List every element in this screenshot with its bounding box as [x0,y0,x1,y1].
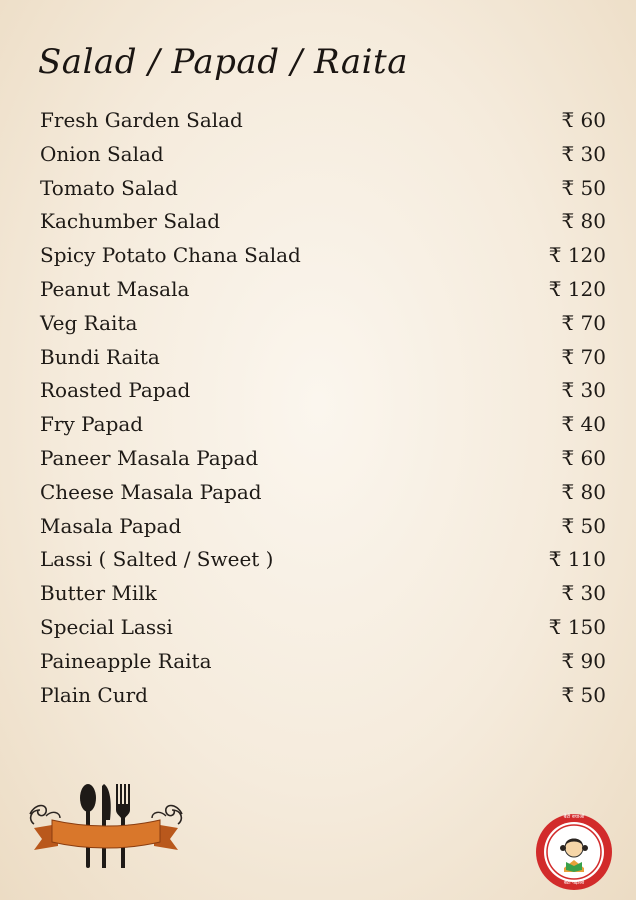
menu-item [40,510,606,544]
menu-item-price: ₹ 60 [561,445,606,470]
menu-item [40,408,606,442]
menu-item [40,679,606,713]
menu-item [40,611,606,645]
menu-item-price: ₹ 150 [548,614,606,639]
menu-item [40,104,606,138]
menu-item [40,138,606,172]
menu-item [40,172,606,206]
menu-item-name: Veg Raita [40,310,138,335]
menu-item-name: Fresh Garden Salad [40,108,243,132]
menu-item-price: ₹ 70 [561,310,606,335]
menu-item-price: ₹ 50 [561,682,606,707]
menu-item-name: Cheese Masala Papad [40,479,262,504]
menu-item-price: ₹ 50 [561,513,606,538]
menu-item-price: ₹ 40 [561,412,606,437]
menu-item [40,273,606,307]
menu-item [40,341,606,375]
menu-item [40,645,606,679]
menu-item-name: Lassi ( Salted / Sweet ) [40,547,274,572]
menu-item-price: ₹ 50 [561,175,606,200]
menu-item-name: Plain Curd [40,682,148,707]
menu-item-price: ₹ 30 [561,581,606,606]
menu-item-price: ₹ 80 [561,479,606,504]
menu-item [40,476,606,510]
menu-list [40,104,606,712]
menu-item-name: Paineapple Raita [40,648,212,673]
menu-item-name: Tomato Salad [40,175,178,200]
menu-item [40,307,606,341]
menu-item [40,543,606,577]
menu-item-name: Kachumber Salad [40,209,221,234]
menu-item-name: Peanut Masala [40,276,190,301]
menu-item-price: ₹ 30 [561,141,606,166]
menu-item-price: ₹ 120 [548,276,606,301]
menu-item-price: ₹ 110 [548,547,606,572]
menu-item-name: Masala Papad [40,513,182,538]
menu-item [40,577,606,611]
menu-item-name: Spicy Potato Chana Salad [40,243,301,268]
menu-item [40,239,606,273]
menu-item-name: Roasted Papad [40,378,191,403]
menu-item [40,374,606,408]
menu-item-price: ₹ 90 [561,648,606,673]
menu-item-price: ₹ 70 [561,344,606,369]
menu-item-name: Onion Salad [40,141,164,166]
menu-item-price: ₹ 120 [548,243,606,268]
menu-item [40,442,606,476]
menu-item-price: ₹ 80 [561,209,606,234]
menu-item [40,205,606,239]
badge-bottom-text: बेटी पढ़ाओ [563,880,585,886]
menu-item-price: ₹ 60 [561,108,606,132]
menu-item-name: Special Lassi [40,614,173,639]
menu-item-name: Bundi Raita [40,344,160,369]
menu-item-name: Fry Papad [40,412,144,437]
menu-item-name: Paneer Masala Papad [40,445,259,470]
menu-title: Salad / Papad / Raita [38,42,408,82]
menu-item-price: ₹ 30 [561,378,606,403]
menu-item-name: Butter Milk [40,581,157,606]
badge-top-text: बेटी बचाओ [563,814,585,820]
cutlery-ribbon-icon [26,780,186,872]
